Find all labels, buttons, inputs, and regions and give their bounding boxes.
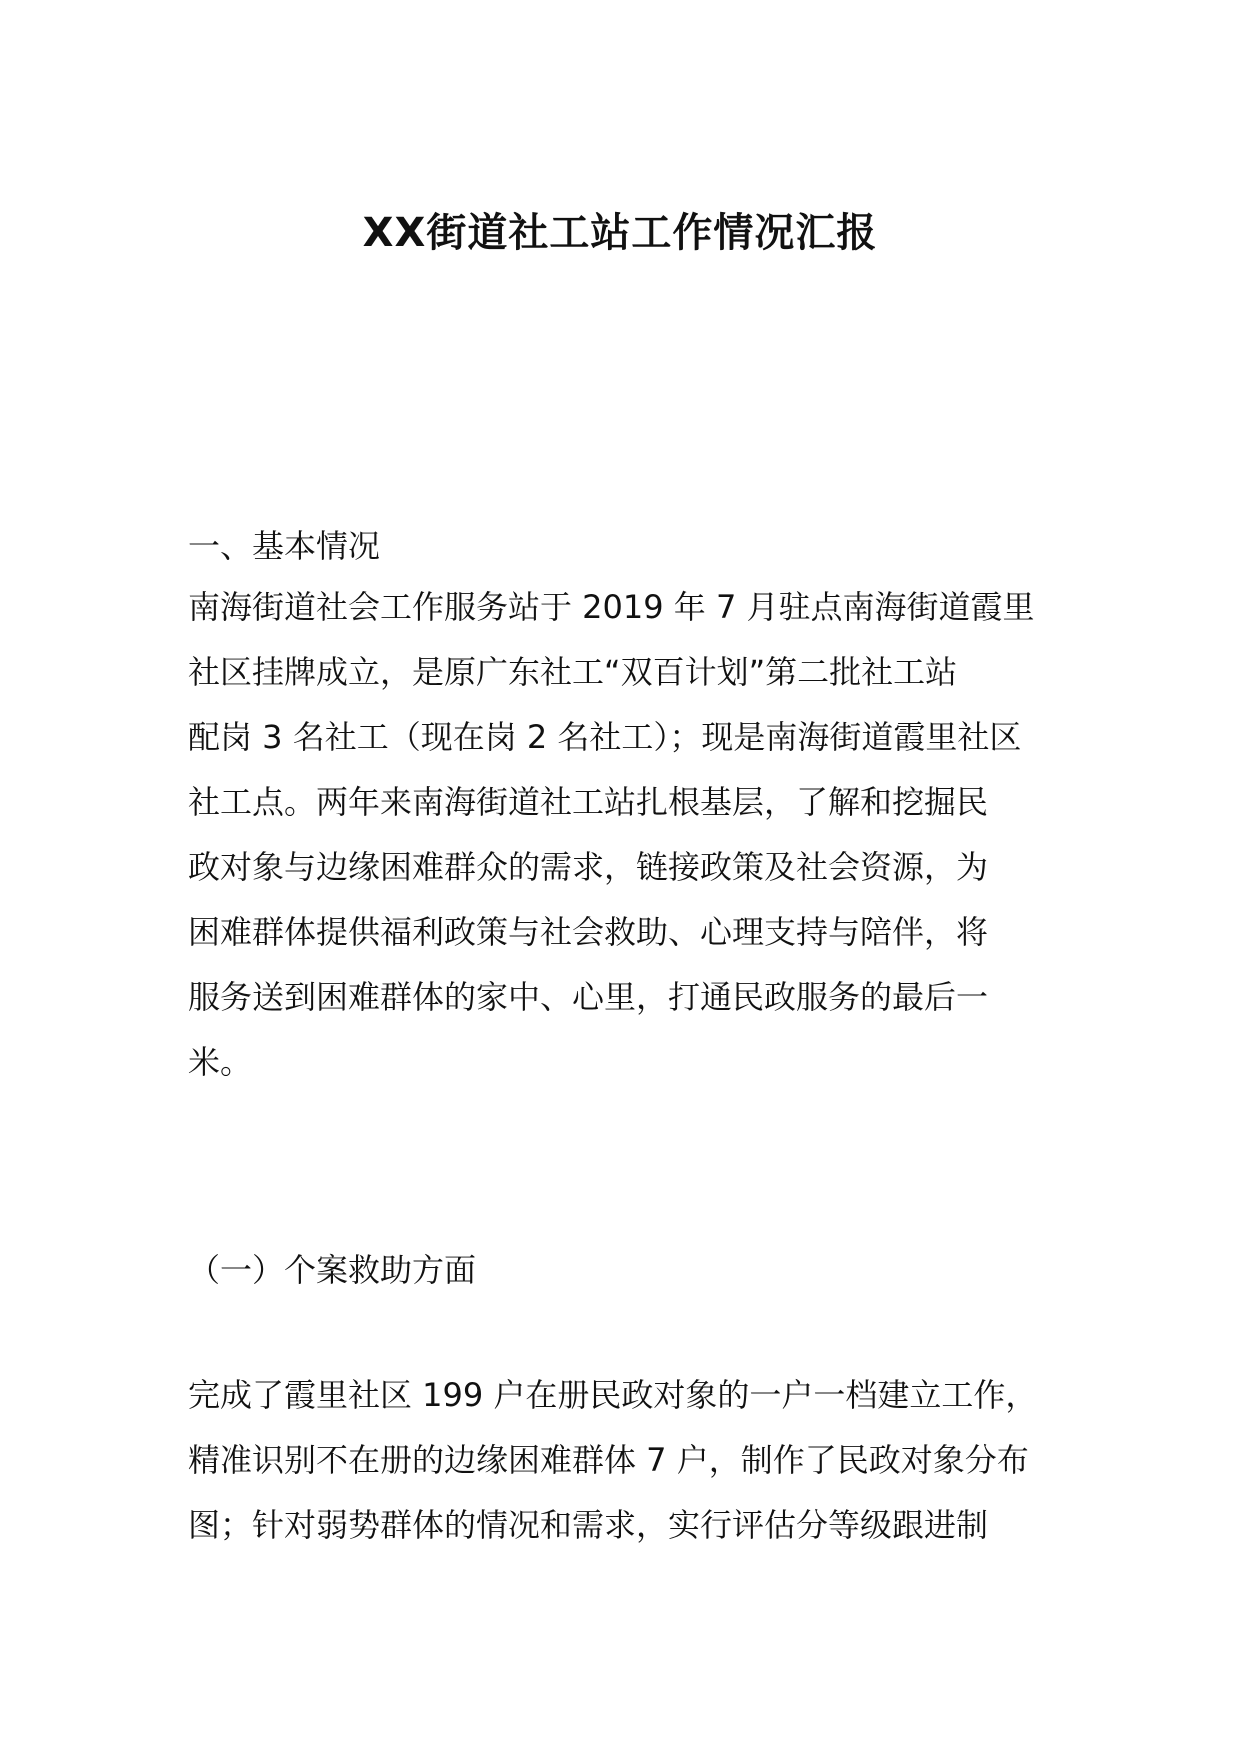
paragraph-line: 社工点。两年来南海街道社工站扎根基层，了解和挖掘民: [188, 783, 989, 821]
document-title: XX街道社工站工作情况汇报: [362, 210, 878, 256]
paragraph-basic-info: [188, 575, 1068, 1095]
paragraph-line: 图；针对弱势群体的情况和需求，实行评估分等级跟进制: [188, 1506, 989, 1544]
paragraph-line: 完成了霞里社区 199 户在册民政对象的一户一档建立工作，: [188, 1376, 1038, 1414]
paragraph-line: 困难群体提供福利政策与社会救助、心理支持与陪伴，将: [188, 913, 989, 951]
paragraph-line: 配岗 3 名社工（现在岗 2 名社工）；现是南海街道霞里社区: [188, 718, 1022, 756]
paragraph-line: 服务送到困难群体的家中、心里，打通民政服务的最后一: [188, 978, 989, 1016]
paragraph-line: 政对象与边缘困难群众的需求，链接政策及社会资源，为: [188, 848, 989, 886]
paragraph-line: 社区挂牌成立，是原广东社工“双百计划”第二批社工站: [188, 653, 958, 691]
section-heading-basic-info: 一、基本情况: [188, 527, 381, 565]
paragraph-line: 精准识别不在册的边缘困难群体 7 户，制作了民政对象分布: [188, 1441, 1029, 1479]
paragraph-line: 南海街道社会工作服务站于 2019 年 7 月驻点南海街道霞里: [188, 588, 1035, 626]
paragraph-case-assistance: [188, 1363, 1068, 1558]
paragraph-line: 米。: [188, 1043, 253, 1081]
subsection-heading-case-assistance: （一）个案救助方面: [188, 1251, 477, 1289]
